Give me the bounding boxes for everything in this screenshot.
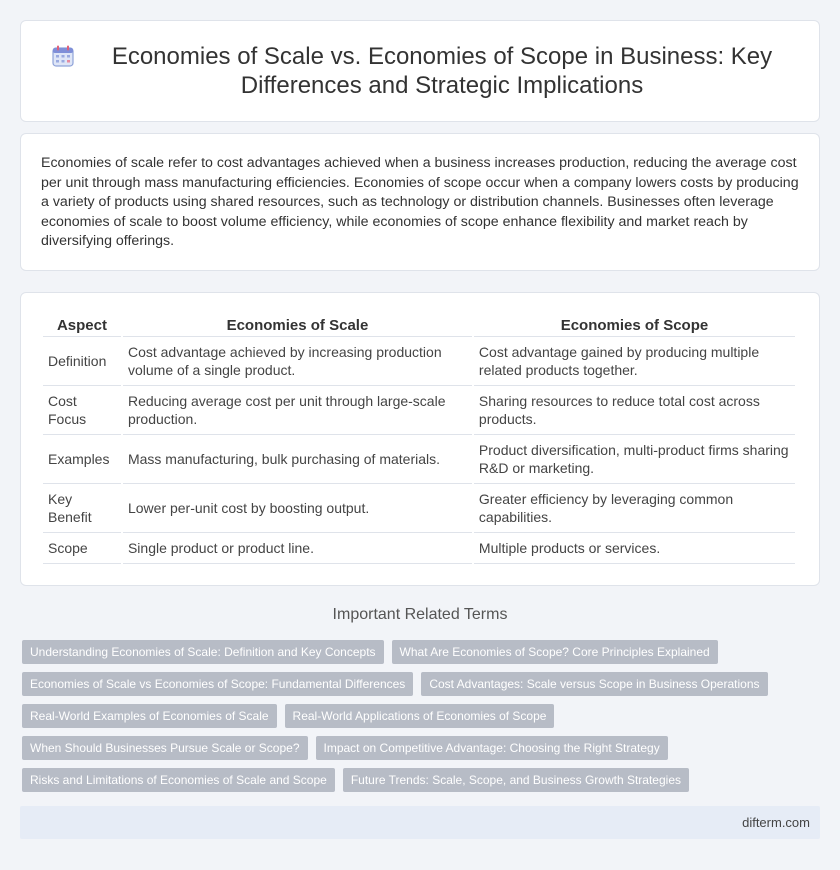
row-scale-value: Cost advantage achieved by increasing production volume of a single product. (123, 337, 472, 386)
table-row (43, 533, 795, 564)
related-term-link[interactable]: Understanding Economies of Scale: Definition and Key Concepts (22, 640, 384, 664)
related-terms-title: Important Related Terms (332, 606, 508, 623)
header-card (20, 20, 820, 122)
intro-card (20, 133, 820, 271)
header-economies-of-scope: Economies of Scope (474, 313, 795, 337)
row-scale-value: Lower per-unit cost by boosting output. (123, 484, 472, 533)
row-aspect: Key Benefit (43, 484, 121, 533)
related-term-link[interactable]: Future Trends: Scale, Scope, and Business Growth Strategies (343, 768, 689, 792)
row-aspect: Cost Focus (43, 386, 121, 435)
row-scale-value: Reducing average cost per unit through large-scale production. (123, 386, 472, 435)
related-terms-list (22, 640, 822, 800)
header-economies-of-scale: Economies of Scale (123, 313, 472, 337)
footer-site-link[interactable]: difterm.com (742, 815, 810, 830)
row-scope-value: Sharing resources to reduce total cost across products. (474, 386, 795, 435)
row-scope-value: Multiple products or services. (474, 533, 795, 564)
header-aspect: Aspect (43, 313, 121, 337)
row-scale-value: Single product or product line. (123, 533, 472, 564)
related-term-link[interactable]: Risks and Limitations of Economies of Scale and Scope (22, 768, 335, 792)
table-row (43, 435, 795, 484)
row-aspect: Definition (43, 337, 121, 386)
table-header-row (43, 313, 795, 337)
related-term-link[interactable]: Real-World Examples of Economies of Scale (22, 704, 277, 728)
table-row (43, 386, 795, 435)
intro-paragraph: Economies of scale refer to cost advantages achieved when a business increases production, reducing the average cost per unit through mass manufacturing efficiencies. Economies of scope occur when a company lowers costs by producing a variety of products using shared resources, such as technology or distribution channels. Businesses often leverage economies of scale to boost volume efficiency, while economies of scope enhance flexibility and market reach by diversifying offerings. (41, 155, 799, 249)
row-scope-value: Product diversification, multi-product firms sharing R&D or marketing. (474, 435, 795, 484)
related-term-link[interactable]: Economies of Scale vs Economies of Scope: Fundamental Differences (22, 672, 413, 696)
related-term-link[interactable]: Real-World Applications of Economies of Scope (285, 704, 555, 728)
related-term-link[interactable]: When Should Businesses Pursue Scale or Scope? (22, 736, 308, 760)
row-aspect: Examples (43, 435, 121, 484)
comparison-table-card (20, 292, 820, 586)
related-term-link[interactable]: Impact on Competitive Advantage: Choosing the Right Strategy (316, 736, 668, 760)
related-term-link[interactable]: What Are Economies of Scope? Core Principles Explained (392, 640, 718, 664)
calendar-icon (51, 44, 75, 68)
table-row (43, 484, 795, 533)
page-title: Economies of Scale vs. Economies of Scope in Business: Key Differences and Strategic Implications (111, 43, 773, 99)
row-scope-value: Cost advantage gained by producing multiple related products together. (474, 337, 795, 386)
row-scope-value: Greater efficiency by leveraging common capabilities. (474, 484, 795, 533)
footer (20, 806, 820, 839)
row-scale-value: Mass manufacturing, bulk purchasing of materials. (123, 435, 472, 484)
table-row (43, 337, 795, 386)
related-term-link[interactable]: Cost Advantages: Scale versus Scope in Business Operations (421, 672, 767, 696)
comparison-table (41, 313, 797, 564)
row-aspect: Scope (43, 533, 121, 564)
